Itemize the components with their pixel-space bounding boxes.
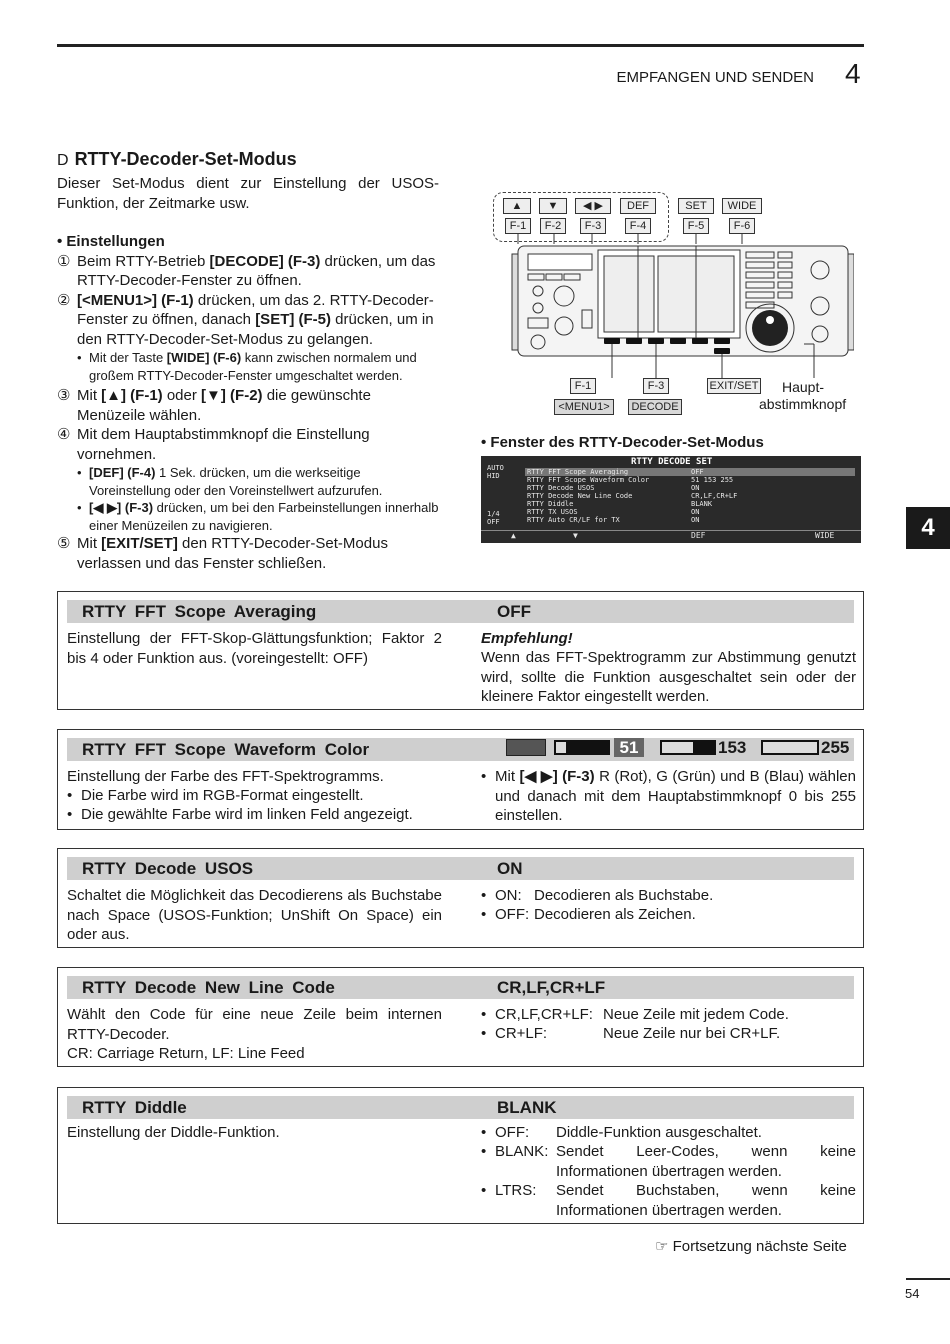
step-text: drücken, um in den RTTY-Decoder-Set-Modus zu gelangen. (77, 311, 434, 348)
setting-box-fft-averaging (57, 591, 864, 710)
left-right-arrow-key: ◀ ▶ (575, 198, 611, 214)
step-4-note-1: • [DEF] (F-4) 1 Sek. drücken, um die werkseitige Voreinstellung oder den Voreinstellwert aufzurufen. (77, 465, 383, 498)
setting-description: Wählt den Code für eine neue Zeile beim internen RTTY-Decoder. (67, 1006, 442, 1043)
option-text: Neue Zeile nur bei CR+LF. (603, 1025, 781, 1042)
up-arrow-key: ▲ (503, 198, 531, 214)
step-text: die gewünschte Menüzeile wählen. (77, 387, 371, 424)
option-text: Decodieren als Buchstabe. (534, 887, 714, 904)
menu-row-value: ON (691, 508, 700, 516)
menu-row-label: RTTY Auto CR/LF for TX (527, 516, 620, 524)
window-fkey-6: WIDE (815, 531, 835, 540)
step-4-note-2: • [◀ ▶] (F-3) drücken, um bei den Farbeinstellungen innerhalb einer Menüzeilen zu navigieren. (77, 500, 439, 533)
setting-box-diddle (57, 1087, 864, 1224)
option-bullet: • ON: Decodieren als Buchstabe. (481, 887, 714, 904)
section-intro: Dieser Set-Modus dient zur Einstellung der USOS-Funktion, der Zeitmarke usw. (57, 175, 439, 212)
window-caption: • Fenster des RTTY-Decoder-Set-Modus (481, 434, 764, 451)
f1-label: F-1 (505, 218, 531, 234)
setting-name: RTTY FFT Scope Waveform Color (82, 740, 370, 759)
settings-steps (57, 232, 441, 573)
window-title: RTTY DECODE SET (631, 457, 713, 467)
option-key: CR+LF: (495, 1025, 548, 1042)
step-2-note: • Mit der Taste [WIDE] (F-6) kann zwischen normalem und großem RTTY-Decoder-Fenster umgeschaltet werden. (77, 350, 417, 383)
section-marker: D (57, 152, 69, 169)
step-number: ⑤ (57, 535, 71, 552)
wide-key-label: WIDE (722, 198, 762, 214)
recommendation-text: Wenn das FFT-Spektrogramm zur Abstimmung genutzt wird, sollte die Funktion ausgeschaltet sein oder der kleinere Faktor eingestellt werden. (481, 649, 856, 705)
setting-name: RTTY Diddle (82, 1098, 187, 1117)
recommendation-heading: Empfehlung! (481, 630, 573, 647)
step-2 (57, 291, 441, 350)
option-text: Diddle-Funktion ausgeschaltet. (556, 1124, 762, 1141)
bullet-text: Mit (495, 768, 520, 785)
blue-slider (761, 740, 819, 755)
red-value: 51 (614, 738, 644, 757)
key-ref: [WIDE] (F-6) (166, 350, 242, 365)
bullet-text: R (Rot), G (Grün) und B (Blau) wählen und danach mit dem Hauptabstimmknopf 0 bis 255 einstellen. (495, 768, 856, 824)
setting-name: RTTY Decode New Line Code (82, 978, 335, 997)
note-text: kann zwischen normalem und großem RTTY-Decoder-Fenster umgeschaltet werden. (89, 350, 417, 383)
f3-label: F-3 (580, 218, 606, 234)
key-ref: [DEF] (F-4) (89, 465, 156, 480)
red-slider (554, 740, 610, 755)
key-ref: [◀ ▶] (F-3) (519, 768, 595, 785)
key-ref: [▲] (F-1) (101, 387, 163, 404)
setting-box-waveform-color (57, 729, 864, 830)
key-ref: [<MENU1>] (F-1) (77, 291, 194, 309)
setting-title-bar (67, 976, 854, 999)
window-side-bottom: 1/4 OFF (487, 510, 500, 526)
option-bullet: • BLANK: Sendet Leer-Codes, wenn keine Informationen übertragen werden. (481, 1143, 856, 1180)
step-text: Mit (77, 387, 102, 404)
option-key: BLANK: (495, 1143, 549, 1160)
menu-row-label: RTTY TX USOS (527, 508, 578, 516)
step-4 (57, 425, 441, 464)
option-key: OFF: (495, 1124, 530, 1141)
menu-row-value: ON (691, 516, 700, 524)
blue-value: 255 (821, 738, 850, 757)
option-key: CR,LF,CR+LF: (495, 1006, 593, 1023)
decoder-set-window (481, 456, 861, 543)
setting-default: CR,LF,CR+LF (497, 978, 606, 997)
description-bullet: • Die gewählte Farbe wird im linken Feld angezeigt. (67, 806, 413, 823)
transceiver-illustration (508, 234, 854, 384)
setting-description: Einstellung der Diddle-Funktion. (67, 1124, 280, 1141)
key-ref: [EXIT/SET] (101, 535, 178, 552)
step-5 (57, 534, 441, 573)
setting-title-bar (67, 1096, 854, 1119)
f3-bottom-label: F-3 (643, 378, 669, 394)
bullet-text: Die gewählte Farbe wird im linken Feld angezeigt. (81, 806, 413, 823)
def-key-label: DEF (620, 198, 656, 214)
setting-default: ON (497, 859, 523, 878)
step-text: den RTTY-Decoder-Set-Modus verlassen und das Fenster schließen. (77, 535, 388, 572)
option-bullet: • CR+LF: Neue Zeile nur bei CR+LF. (481, 1025, 781, 1042)
option-bullet: • OFF: Diddle-Funktion ausgeschaltet. (481, 1123, 856, 1143)
step-text: Beim RTTY-Betrieb (77, 252, 210, 270)
step-number: ② (57, 291, 71, 309)
step-number: ③ (57, 387, 71, 404)
step-1 (57, 252, 441, 291)
menu-row-value: 51 153 255 (691, 476, 734, 484)
knob-label-2: abstimmknopf (759, 396, 847, 412)
f4-label: F-4 (625, 218, 651, 234)
key-ref: [SET] (F-5) (255, 311, 332, 328)
knob-label-1: Haupt- (782, 379, 825, 395)
menu-row-label: RTTY FFT Scope Waveform Color (527, 476, 650, 484)
option-bullet: • LTRS: Sendet Buchstaben, wenn keine Informationen übertragen werden. (481, 1182, 856, 1219)
bullet-text: Die Farbe wird im RGB-Format eingestellt. (81, 787, 364, 804)
menu-row-label: RTTY Decode New Line Code (527, 492, 633, 500)
option-text: Neue Zeile mit jedem Code. (603, 1006, 789, 1023)
section-title (57, 148, 297, 172)
step-3 (57, 386, 441, 425)
section-title-text: RTTY-Decoder-Set-Modus (74, 149, 297, 169)
setting-default: OFF (497, 602, 531, 621)
step-text: drücken, um das RTTY-Decoder-Fenster zu öffnen. (77, 252, 436, 289)
header-rule (57, 44, 864, 47)
menu-row-label: RTTY FFT Scope Averaging (527, 468, 629, 476)
menu-row-value: CR,LF,CR+LF (691, 492, 738, 500)
key-ref: [DECODE] (F-3) (209, 252, 321, 270)
continued-note: ☞ Fortsetzung nächste Seite (655, 1238, 847, 1255)
step-text: Mit (77, 535, 102, 552)
settings-heading: • Einstellungen (57, 233, 165, 250)
setting-description-note: CR: Carriage Return, LF: Line Feed (67, 1045, 305, 1062)
menu-row-label: RTTY Decode USOS (527, 484, 595, 492)
step-number: ① (57, 252, 71, 270)
setting-box-decode-usos (57, 848, 864, 948)
description-bullet: • Die Farbe wird im RGB-Format eingestellt. (67, 787, 364, 804)
setting-title-bar (67, 857, 854, 880)
menu-row-value: OFF (691, 468, 704, 476)
option-text: Sendet Leer-Codes, wenn keine Informationen übertragen werden. (556, 1143, 856, 1180)
window-side-top: AUTO HID (487, 464, 504, 480)
key-ref: [▼] (F-2) (201, 387, 263, 404)
f5-label: F-5 (683, 218, 709, 234)
f2-label: F-2 (540, 218, 566, 234)
exit-set-label: EXIT/SET (707, 378, 761, 394)
option-key: ON: (495, 887, 522, 904)
window-fkey-4: DEF (691, 531, 706, 540)
header-chapter-number: 4 (845, 58, 861, 89)
step-text: oder (162, 387, 202, 404)
green-slider (660, 740, 716, 755)
setting-description: Schaltet die Möglichkeit das Decodierens als Buchstabe nach Space (USOS-Funktion; UnShift On Space) ein oder aus. (67, 887, 442, 943)
option-key: OFF: (495, 906, 530, 923)
set-key-label: SET (678, 198, 714, 214)
green-value: 153 (718, 738, 747, 757)
option-bullet: • OFF: Decodieren als Zeichen. (481, 906, 696, 923)
setting-name: RTTY Decode USOS (82, 859, 254, 878)
setting-box-new-line-code (57, 967, 864, 1067)
down-arrow-key: ▼ (539, 198, 567, 214)
window-fkey-2: ▼ (573, 531, 578, 540)
color-swatch (506, 739, 546, 756)
option-bullet: • Mit [◀ ▶] (F-3) R (Rot), G (Grün) und B (Blau) wählen und danach mit dem Hauptabstimmknopf 0 bis 255 einstellen. (481, 768, 856, 824)
step-text: Mit dem Hauptabstimmknopf die Einstellung vornehmen. (77, 426, 370, 463)
decode-key-label: DECODE (628, 399, 682, 415)
window-fkey-1: ▲ (511, 531, 516, 540)
step-text: drücken, um das 2. RTTY-Decoder-Fenster zu öffnen, danach (77, 291, 434, 328)
f1-bottom-label: F-1 (570, 378, 596, 394)
setting-title-bar (67, 600, 854, 623)
note-text: Mit der Taste (89, 350, 167, 365)
setting-description: Einstellung der Farbe des FFT-Spektrogramms. (67, 768, 384, 785)
key-ref: [◀ ▶] (F-3) (89, 500, 154, 515)
option-text: Decodieren als Zeichen. (534, 906, 696, 923)
setting-description: Einstellung der FFT-Skop-Glättungsfunktion; Faktor 2 bis 4 oder Funktion aus. (voreingestellt: OFF) (67, 630, 442, 667)
header-section-title: EMPFANGEN UND SENDEN (616, 69, 814, 86)
menu-row-value: BLANK (691, 500, 713, 508)
option-bullet: • CR,LF,CR+LF: Neue Zeile mit jedem Code. (481, 1006, 789, 1023)
setting-name: RTTY FFT Scope Averaging (82, 602, 317, 621)
option-key: LTRS: (495, 1182, 537, 1199)
menu-row-value: ON (691, 484, 700, 492)
step-number: ④ (57, 426, 71, 443)
menu-row-label: RTTY Diddle (527, 500, 574, 508)
option-text: Sendet Buchstaben, wenn keine Informationen übertragen werden. (556, 1182, 856, 1219)
f6-label: F-6 (729, 218, 755, 234)
setting-default: BLANK (497, 1098, 557, 1117)
note-text: 1 Sek. drücken, um die werkseitige Voreinstellung oder den Voreinstellwert aufzurufen. (89, 465, 383, 498)
page-number: 54 (905, 1286, 920, 1301)
note-text: drücken, um bei den Farbeinstellungen innerhalb einer Menüzeilen zu navigieren. (89, 500, 439, 533)
page-number-rule (906, 1278, 950, 1280)
menu1-key-label: <MENU1> (554, 399, 614, 415)
chapter-side-tab: 4 (906, 507, 950, 549)
